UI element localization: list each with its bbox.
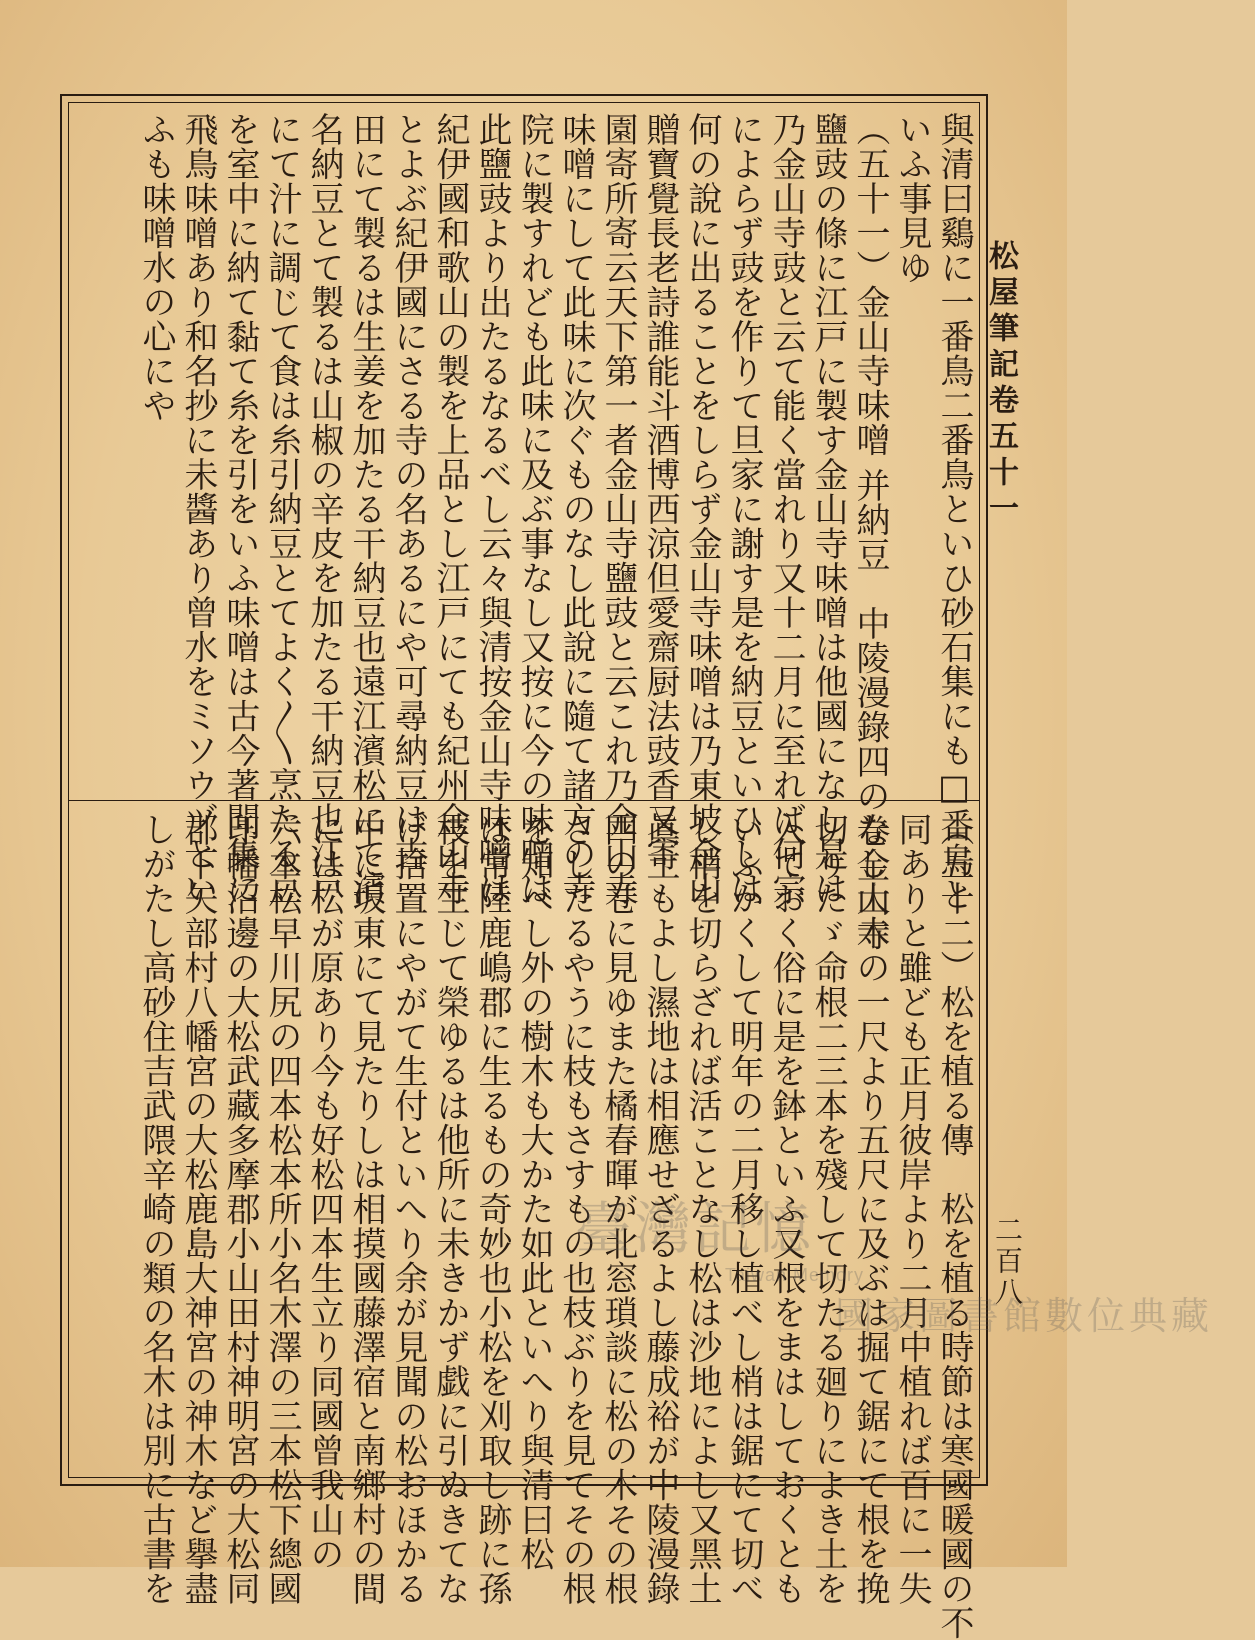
text-line: いふかくして明年の二月移し植べし梢は鋸にて切べ xyxy=(724,812,764,1606)
text-line: 與清曰鷄に一番鳥二番鳥といひ砂石集にも□番鳥と xyxy=(934,112,974,912)
text-line: 何の說に出ることをしらず金山寺味噌は乃東坡金山 xyxy=(682,112,722,906)
text-line: 枝を生じて榮ゆるは他所に未きかず戯に引ぬきてな xyxy=(430,812,470,1606)
text-line: にて汁に調じて食は糸引納豆とてよく〳〵烹たる豆 xyxy=(262,112,302,905)
watermark-english: Taiwan Memory xyxy=(725,1265,865,1285)
text-line: 入ておく俗に是を鉢といふ又根をまはしておくとも xyxy=(766,812,806,1606)
text-line: （五十一）金山寺味噌 并納豆 中陵漫錄四の卷金山寺 xyxy=(850,112,890,952)
text-line: 鹽豉の條に江戸に製す金山寺味噌は他國になし是は xyxy=(808,112,848,906)
text-line: 贈寶覺長老詩誰能斗酒博西涼但愛齋厨法豉香又寄 xyxy=(640,112,680,871)
text-line: 院に製すれども此味に及ぶ事なし又按に今の味噌は xyxy=(514,112,554,906)
text-line: 切りたゞ命根二三本を殘して切たる廻りによき土を xyxy=(808,812,848,1606)
text-line: を知べし外の樹木も大かた如此といへり與清曰松 xyxy=(514,812,554,1571)
text-line: 乃金山寺豉と云て能く當れり又十二月に至れば何宗 xyxy=(766,112,806,906)
text-line: しがたし高砂住吉武隈辛崎の類の名木は別に古書を xyxy=(136,812,176,1606)
text-line: 六本松早川尻の四本松本所小名木澤の三本松下總國 xyxy=(262,812,302,1606)
text-line: いふ事見ゆ xyxy=(892,112,932,285)
text-line: （五十二）松を植る傳 松を植る時節は寒國暖國の不 xyxy=(934,812,974,1640)
text-line: とよぶ紀伊國にさる寺の名あるにや可尋納豆は吉 xyxy=(388,112,428,871)
text-line: 田にて製るは生姜を加たる干納豆也遠江濱松にて濱 xyxy=(346,112,386,906)
page-number: 二百八 xyxy=(991,1215,1024,1308)
text-line: なし大木の一尺より五尺に及ぶは掘て鋸にて根を挽 xyxy=(850,812,890,1606)
watermark-organization: 國家圖書館數位典藏 xyxy=(835,1294,1214,1338)
text-line: 飛鳥味噌あり和名抄に未醬あり曾水をミソウヅとい xyxy=(178,112,218,906)
text-line: を室中に納て黏て糸を引をいふ味噌は古今著聞集に xyxy=(220,112,260,906)
text-line: げ捨置にやがて生付といへり余が見聞の松おほかる xyxy=(388,812,428,1606)
book-title-header: 松屋筆記卷五十一 xyxy=(983,240,1018,528)
text-line: ふも味噌水の心にや xyxy=(136,112,176,423)
text-line: 郡下矢部村八幡宮の大松鹿島大神宮の神木など擧盡 xyxy=(178,812,218,1606)
watermark-title: 臺灣記憶 xyxy=(575,1197,815,1262)
text-line: によらず豉を作りて旦家に謝す是を納豆といひしは xyxy=(724,112,764,906)
text-line: 四の卷に見ゆまた橘春暉が北窓瑣談に松の木その根 xyxy=(598,812,638,1606)
text-line: 此鹽豉より出たるなるべし云々與清按金山寺味噌は xyxy=(472,112,512,906)
text-line: し梢を切らざれば活ことなし松は沙地によし又黑土 xyxy=(682,812,722,1606)
text-line: 園寄所寄云天下第一者金山寺鹽豉と云これ乃金山寺 xyxy=(598,112,638,906)
text-line: 味噌にして此味に次ぐものなし此說に隨て諸方の寺 xyxy=(556,112,596,906)
text-line: は常陸鹿嶋郡に生るもの奇妙也小松を刈取し跡に孫 xyxy=(472,812,512,1606)
text-line: 同ありと雖ども正月彼岸より二月中植れば百に一失 xyxy=(892,812,932,1606)
text-line: 眞土もよし濕地は相應せざるよし藤成裕が中陵漫錄 xyxy=(640,812,680,1606)
text-line: 中に坂東にて見たりしは相摸國藤澤宿と南鄉村の間 xyxy=(346,812,386,1606)
lower-text-block xyxy=(135,812,975,1640)
upper-text-block xyxy=(135,112,975,952)
text-line: 紀伊國和歌山の製を上品とし江戸にても紀州金山寺 xyxy=(430,112,470,906)
text-line: 印幡沼邊の大松武藏多摩郡小山田村神明宮の大松同 xyxy=(220,812,260,1606)
text-line: には松が原あり今も好松四本生立り同國曾我山の xyxy=(304,812,344,1571)
text-line: 名納豆とて製るは山椒の辛皮を加たる干納豆也江戸 xyxy=(304,112,344,906)
text-line: さしたるやうに枝もさすもの也枝ぶりを見てその根 xyxy=(556,812,596,1606)
